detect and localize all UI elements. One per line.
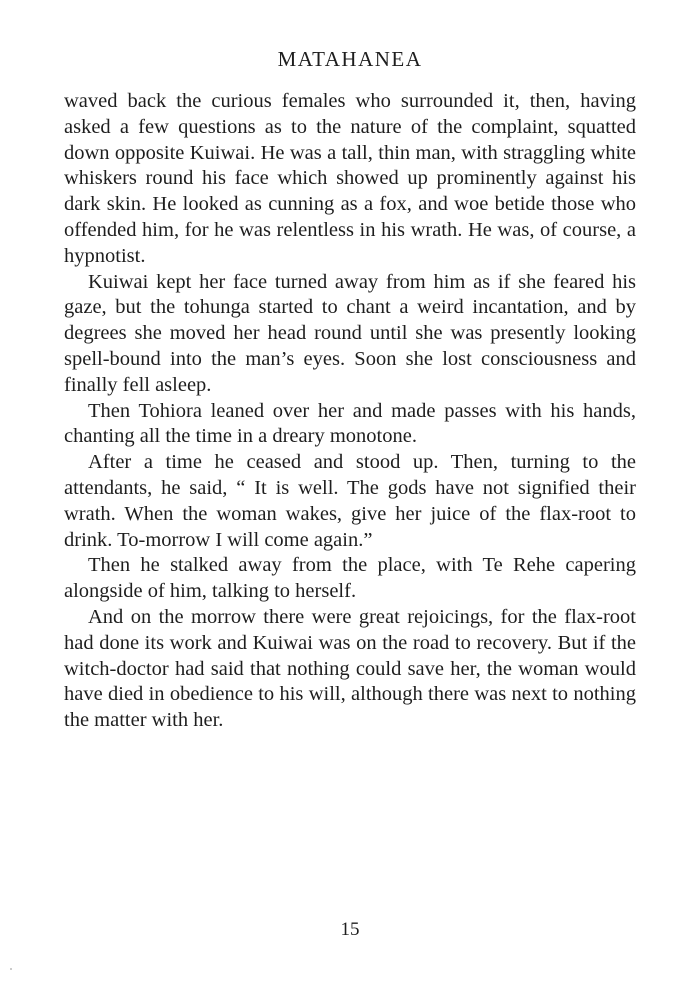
paragraph-4: After a time he ceased and stood up. Then, turning to the attendants, he said, “ It is well. The gods have not signified their wrath. When the woman wakes, give her juice of the flax-root to drink. To-morrow I will come again.” [64, 451, 636, 551]
page-number: 15 [340, 919, 360, 940]
paragraph-2: Kuiwai kept her face turned away from him as if she feared his gaze, but the tohunga started to chant a weird incantation, and by degrees she moved her head round until she was presently looking spell-bound into the man’s eyes. Soon she lost consciousness and finally fell asleep. [64, 270, 636, 396]
paragraph-1: waved back the curious females who surrounded it, then, having asked a few questions as to the nature of the complaint, squatted down opposite Kuiwai. He was a tall, thin man, with straggling white whiskers round his face which showed up prominently against his dark skin. He looked as cunning as a fox, and woe betide those who offended him, for he was relentless in his wrath. He was, of course, a hypnotist. [64, 90, 636, 267]
paragraph-6: And on the morrow there were great rejoicings, for the flax-root had done its work and Kuiwai was on the road to recovery. But if the witch-doctor had said that nothing could save her, the woman would have died in obedience to his will, although there was next to nothing the matter with her. [64, 605, 636, 732]
paragraph-3: Then Tohiora leaned over her and made passes with his hands, chanting all the time in a dreary monotone. [64, 399, 636, 448]
paragraph-5: Then he stalked away from the place, with Te Rehe capering alongside of him, talking to herself. [64, 554, 636, 603]
running-title: MATAHANEA [277, 47, 423, 71]
body-text [64, 89, 636, 734]
paper-speck [10, 968, 12, 970]
